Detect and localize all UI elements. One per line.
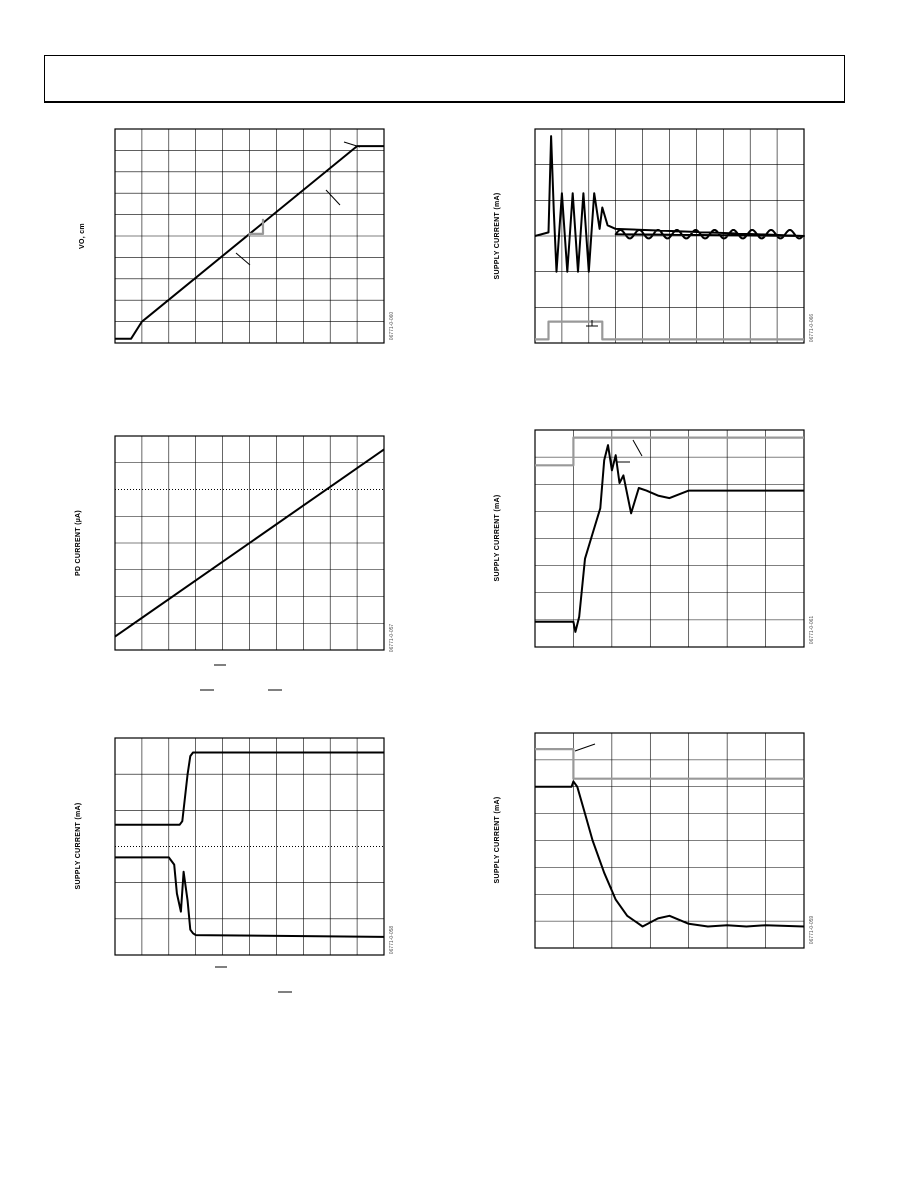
- annotation-mark: [215, 967, 292, 992]
- series-line-1: [535, 749, 804, 779]
- figure-id: 06771-0-058: [389, 925, 395, 955]
- annotation-arrow: [633, 440, 642, 456]
- y-axis-label: SUPPLY CURRENT (mA): [494, 796, 501, 884]
- y-axis-label: VO, cm: [79, 223, 86, 249]
- annotation-arrow: [236, 253, 250, 265]
- series-line-1: [535, 438, 804, 466]
- chart-supply-current-1: [75, 738, 395, 955]
- annotation-arrow: [344, 142, 360, 147]
- annotation-arrow: [326, 190, 340, 205]
- y-axis-label: SUPPLY CURRENT (mA): [75, 802, 82, 890]
- figure-id: 06771-0-061: [809, 615, 815, 645]
- figure-id: 06771-0-057: [389, 623, 395, 653]
- figure-id: 06771-0-066: [809, 313, 815, 343]
- y-axis-label: PD CURRENT (µA): [75, 509, 82, 577]
- y-axis-label: SUPPLY CURRENT (mA): [494, 192, 501, 280]
- chart-vo-cm: [79, 129, 395, 343]
- chart-supply-current-3: [494, 430, 815, 647]
- annotation-arrow: [575, 744, 595, 751]
- figure-id: 06771-0-059: [809, 915, 815, 945]
- chart-supply-current-2: [494, 129, 815, 343]
- chart-pd-current: [75, 436, 395, 652]
- series-line-0: [535, 781, 804, 926]
- chart-supply-current-4: [494, 733, 815, 948]
- figure-id: 06771-0-060: [389, 311, 395, 341]
- y-axis-label: SUPPLY CURRENT (mA): [494, 494, 501, 582]
- annotation-mark: [200, 665, 282, 690]
